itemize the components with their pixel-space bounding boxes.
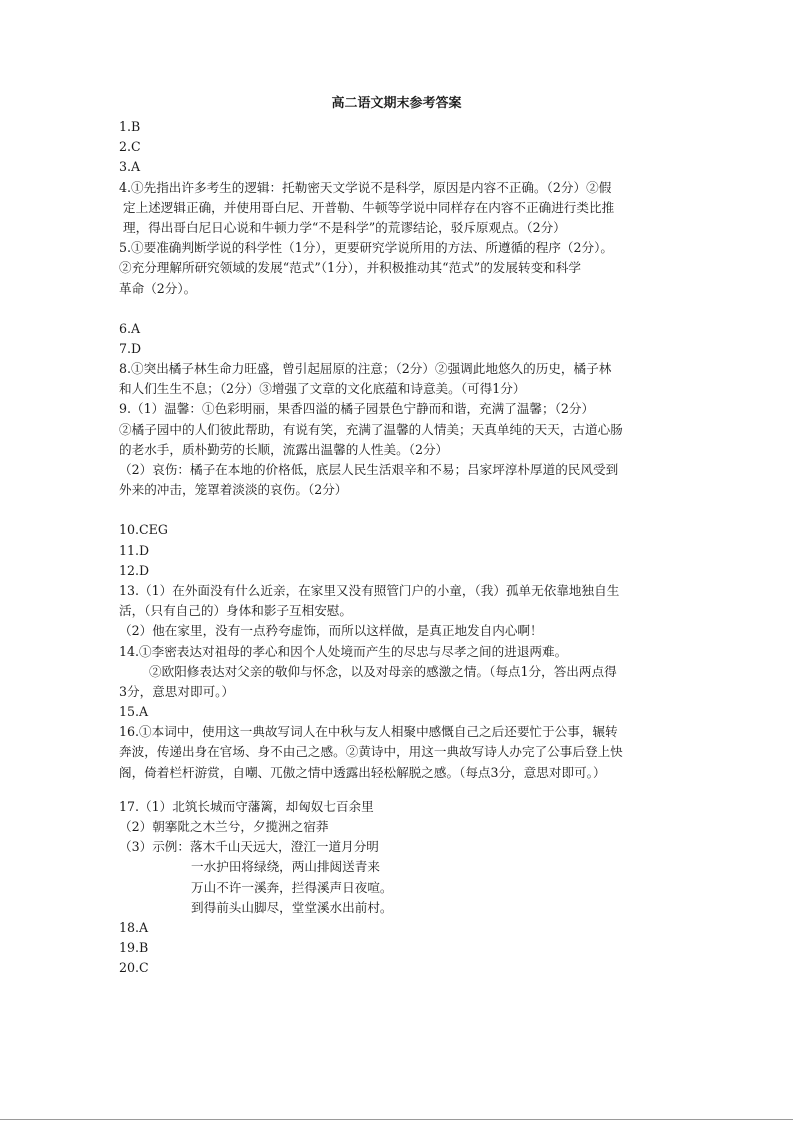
answer-17-poem-line-1: 一水护田将绿绕，两山排闼送青来 [191, 859, 380, 875]
answer-17-poem-line-3: 到得前头山脚尽，堂堂溪水出前村。 [191, 899, 393, 915]
answer-8-line-1: 8.①突出橘子林生命力旺盛，曾引起屈原的注意；（2分）②强调此地悠久的历史，橘子林 [119, 361, 612, 377]
answer-16-line-3: 阁，倚着栏杆游赏，自嘲、兀傲之情中透露出轻松解脱之感。（每点3分，意思对即可。） [119, 764, 606, 780]
answer-12: 12.D [119, 562, 150, 578]
answer-19: 19.B [119, 940, 149, 956]
answer-17-line-2: （2）朝搴阰之木兰兮，夕揽洲之宿莽 [119, 819, 329, 834]
answer-4-line-1: 4.①先指出许多考生的逻辑：托勒密天文学说不是科学，原因是内容不正确。（2分）②假 [119, 179, 612, 195]
answer-7: 7.D [119, 340, 142, 356]
answer-5-line-1: 5.①要准确判断学说的科学性（1分），更要研究学说所用的方法、所遵循的程序（2分）。 [119, 240, 614, 256]
answer-1: 1.B [119, 119, 141, 134]
answer-16-line-2: 奔波，传递出身在官场、身不由己之感。②黄诗中，用这一典故写诗人办完了公事后登上快 [119, 744, 623, 760]
answer-9-line-1: 9.（1）温馨：①色彩明丽，果香四溢的橘子园景色宁静而和谐，充满了温馨；（2分） [119, 401, 595, 417]
answer-13-line-2: 活，（只有自己的）身体和影子互相安慰。 [119, 603, 352, 619]
page-title: 高二语文期末参考答案 [331, 96, 462, 111]
answer-15: 15.A [119, 704, 149, 720]
answer-17-line-3: （3）示例：落木千山天远大，澄江一道月分明 [119, 839, 379, 855]
answer-9-line-5: 外来的冲击，笼罩着淡淡的哀伤。（2分） [119, 482, 348, 498]
answer-11: 11.D [119, 542, 150, 558]
answer-16-line-1: 16.①本词中，使用这一典故写词人在中秋与友人相聚中感慨自己之后还要忙于公事，辗转 [119, 724, 618, 740]
answer-18: 18.A [119, 919, 149, 935]
section-gap [119, 783, 679, 797]
answer-9-line-3: 的老水手，质朴勤劳的长顺，流露出温馨的人性美。（2分） [119, 441, 449, 457]
section-gap [119, 500, 679, 520]
answer-5-line-2: ②充分理解所研究领域的发展“范式”（1分），并积极推动其“范式”的发展转变和科学 [119, 260, 581, 276]
answer-6: 6.A [119, 320, 141, 336]
answer-14-line-1: 14.①李密表达对祖母的孝心和因个人处境而产生的尽忠与尽孝之间的进退两难。 [119, 643, 568, 659]
answer-13-line-3: （2）他在家里，没有一点矜夸虚饰，而所以这样做，是真正地发自内心啊！ [119, 623, 543, 639]
answer-2: 2.C [119, 139, 141, 155]
answer-17-line-1: 17.（1）北筑长城而守藩篱，却匈奴七百余里 [119, 798, 374, 814]
page-bottom-divider [0, 1119, 793, 1120]
answer-9-line-2: ②橘子园中的人们彼此帮助，有说有笑，充满了温馨的人情美；天真单纯的天天，古道心肠 [119, 421, 623, 437]
answer-4-line-2: 定上述逻辑正确，并使用哥白尼、开普勒、牛顿等学说中同样存在内容不正确进行类比推 [123, 199, 615, 215]
answer-4-line-3: 理，得出哥白尼日心说和牛顿力学“不是科学”的荒谬结论，驳斥原观点。（2分） [123, 219, 566, 235]
answer-13-line-1: 13.（1）在外面没有什么近亲，在家里又没有照管门户的小童，（我）孤单无依靠地独自生 [119, 582, 620, 598]
answer-8-line-2: 和人们生生不息；（2分）③增强了文章的文化底蕴和诗意美。（可得1分） [119, 381, 526, 397]
answer-14-line-2: ②欧阳修表达对父亲的敬仰与怀念，以及对母亲的感激之情。（每点1分，答出两点得 [149, 663, 617, 679]
answer-14-line-3: 3分，意思对即可。） [119, 683, 235, 699]
answer-17-poem-line-2: 万山不许一溪奔，拦得溪声日夜喧。 [191, 879, 393, 895]
answer-key-body [119, 117, 679, 979]
answer-10: 10.CEG [119, 522, 168, 538]
answer-3: 3.A [119, 159, 141, 175]
section-gap [119, 299, 679, 319]
answer-20: 20.C [119, 960, 149, 976]
answer-5-line-3: 革命（2分）。 [119, 280, 197, 296]
answer-9-line-4: （2）哀伤：橘子在本地的价格低，底层人民生活艰辛和不易；吕家坪淳朴厚道的民风受到 [119, 462, 619, 477]
